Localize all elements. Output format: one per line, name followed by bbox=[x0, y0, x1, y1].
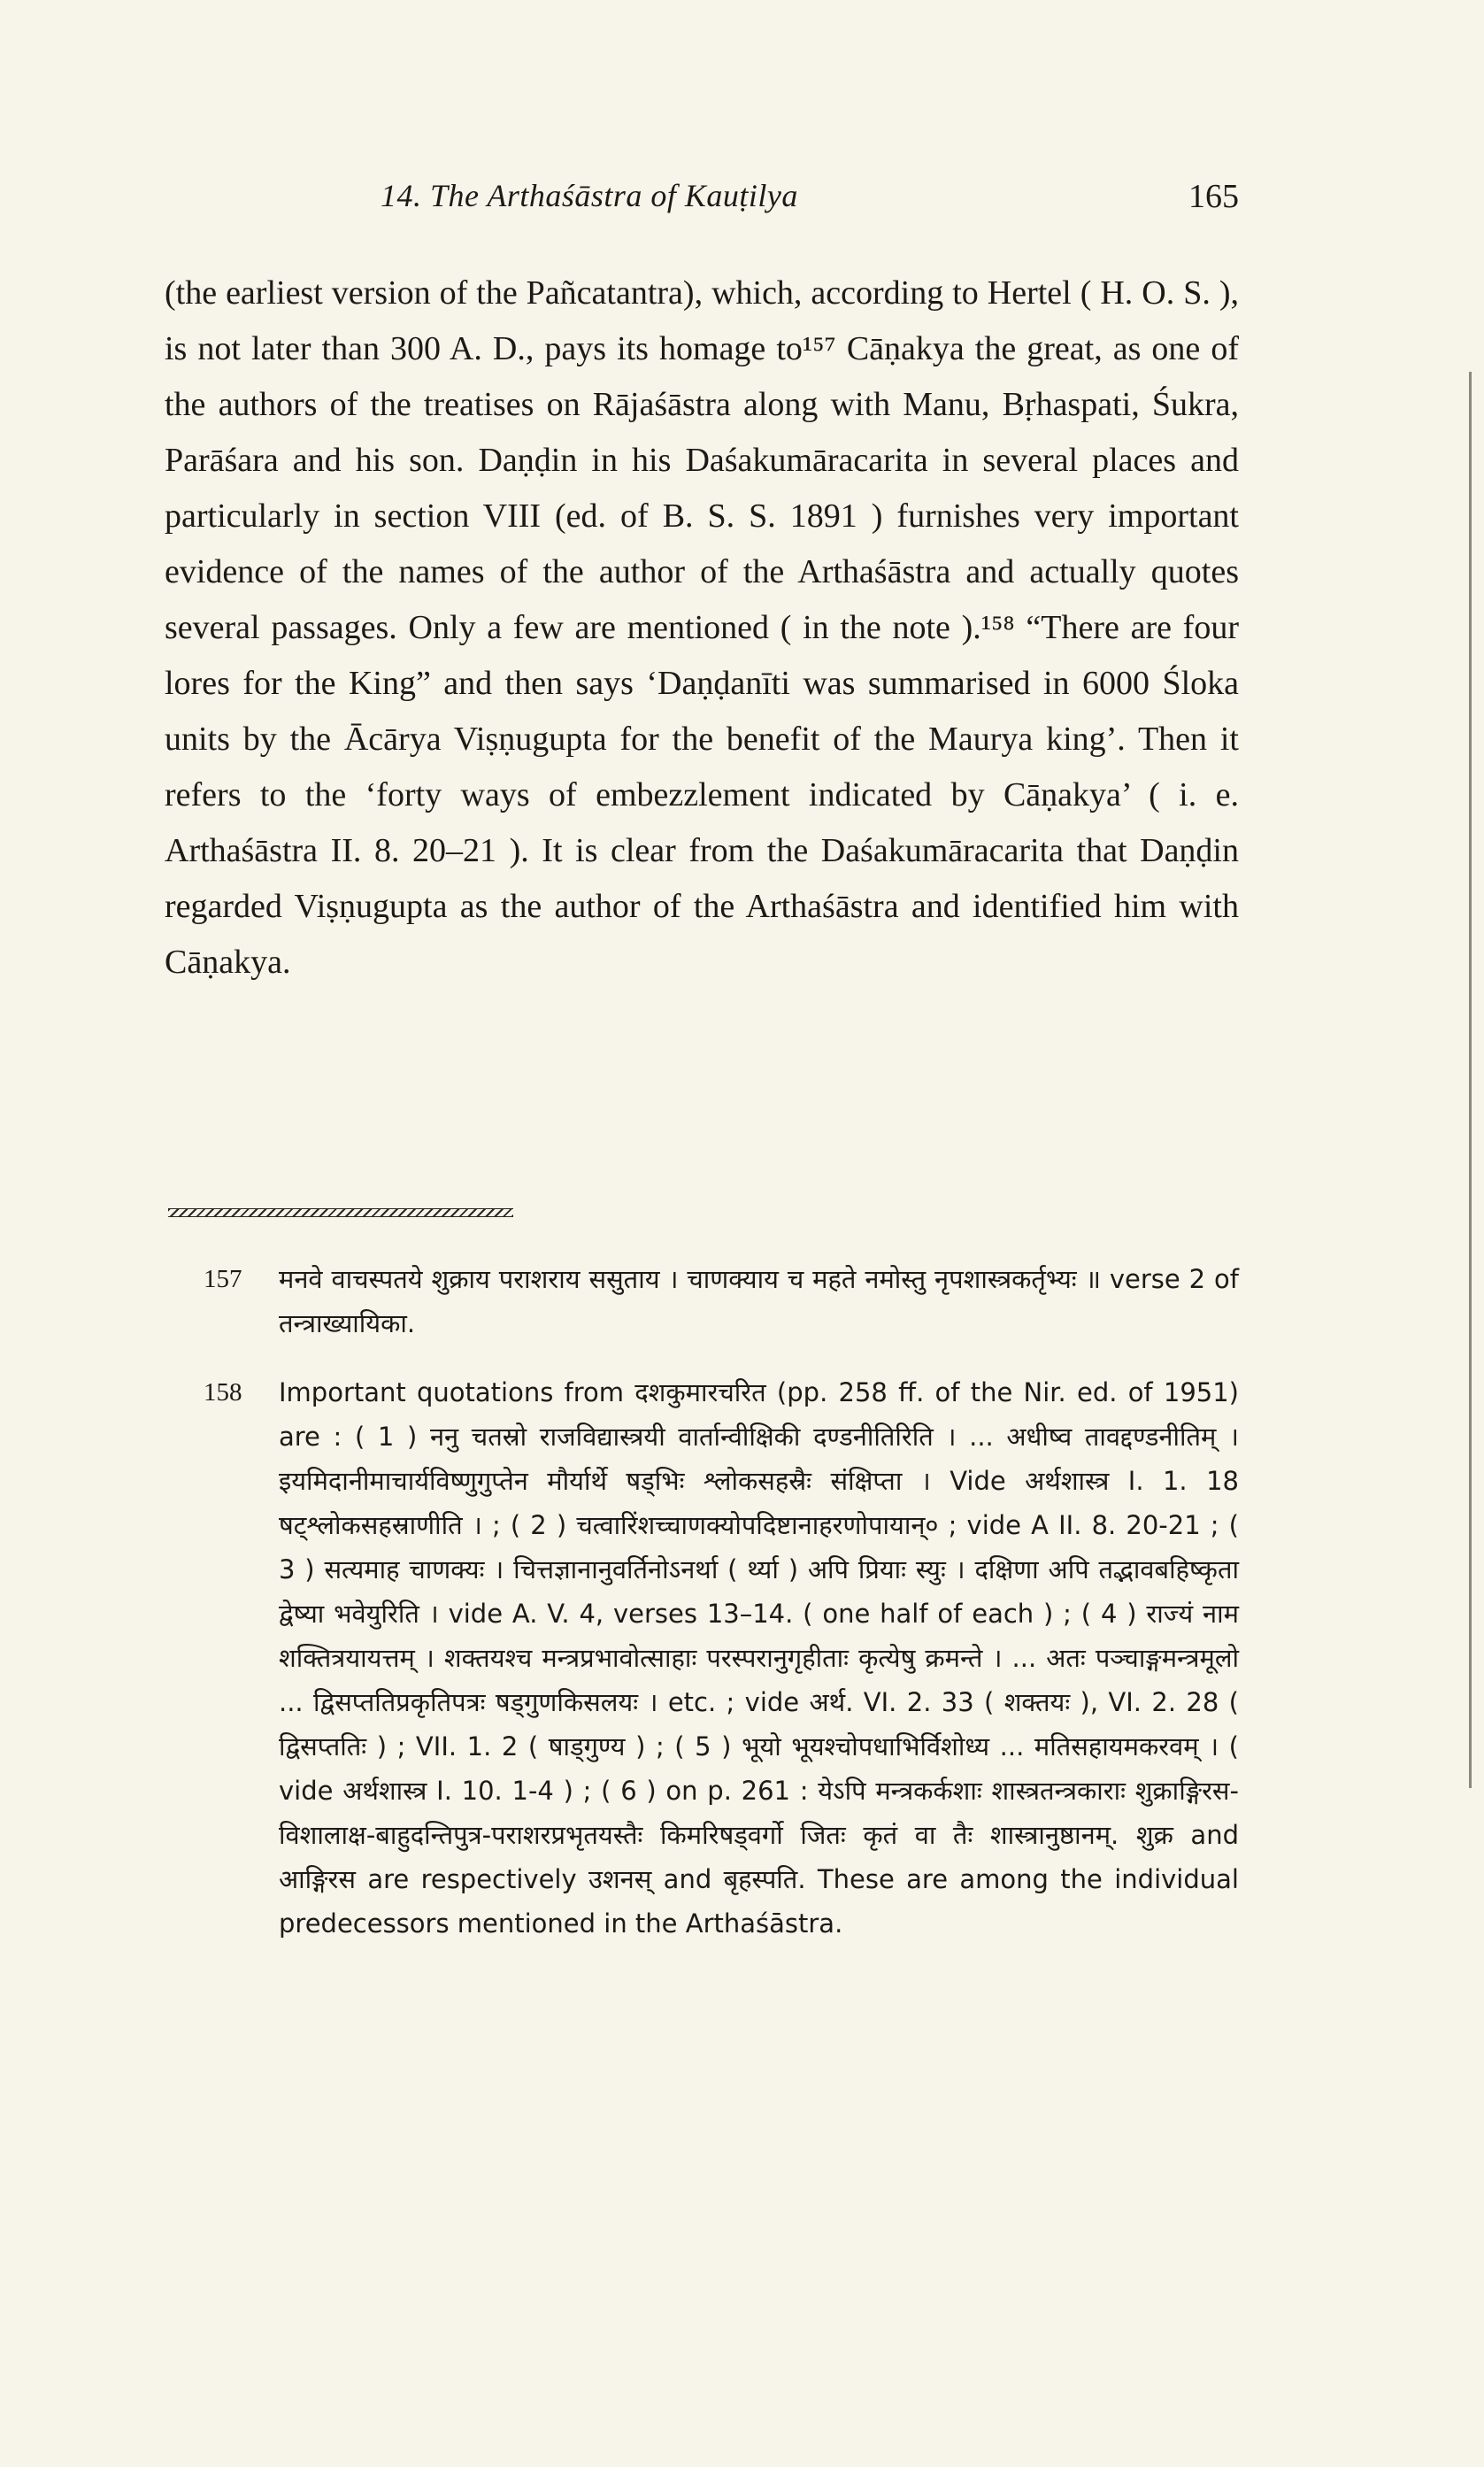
running-head: 14. The Arthaśāstra of Kauṭilya bbox=[381, 178, 798, 213]
footnote-text: Important quotations from दशकुमारचरित (pp. 258 ff. of the Nir. ed. of 1951) are : ( 1 ) ननु चतस्रो राजविद्यास्त्रयी वार्तान्वीक्षिकी दण्डनीतिरिति । ... अधीष्व तावद्दण्डनीतिम् । इयमिदानीमाचार्यविष्णुगुप्तेन मौर्यार्थे षड्भिः श्लोकसहस्रैः संक्षिप्ता । Vide अर्थशास्त्र I. 1. 18 षट्श्लोकसहस्राणीति । ; ( 2 ) चत्वारिंशच्चाणक्योपदिष्टानाहरणोपायान्० ; vide A II. 8. 20-21 ; ( 3 ) सत्यमाह चाणक्यः । चित्तज्ञानानुवर्तिनोऽनर्था ( र्थ्या ) अपि प्रियाः स्युः । दक्षिणा अपि तद्भावबहिष्कृता द्वेष्या भवेयुरिति । vide A. V. 4, verses 13–14. ( one half of each ) ; ( 4 ) राज्यं नाम शक्तित्रयायत्तम् । शक्तयश्च मन्त्रप्रभावोत्साहाः परस्परानुगृहीताः कृत्येषु क्रमन्ते । ... अतः पञ्चाङ्गमन्त्रमूलो ... द्विसप्ततिप्रकृतिपत्रः षड्गुणकिसलयः । etc. ; vide अर्थ. VI. 2. 33 ( शक्तयः ), VI. 2. 28 ( द्विसप्ततिः ) ; VII. 1. 2 ( षाड्गुण्य ) ; ( 5 ) भूयो भूयश्चोपधाभिर्विशोध्य ... मतिसहायमकरवम् । ( vide अर्थशास्त्र I. 10. 1-4 ) ; ( 6 ) on p. 261 : येऽपि मन्त्रकर्कशाः शास्त्रतन्त्रकाराः शुक्राङ्गिरस-विशालाक्ष-बाहुदन्तिपुत्र-पराशरप्रभृतयस्तैः किमरिषड्वर्गो जितः कृतं वा तैः शास्त्रानुष्ठानम्. शुक्र and आङ्गिरस are respectively उशनस् and बृहस्पति. These are among the individual predecessors mentioned in the Arthaśāstra. bbox=[279, 1377, 1239, 1939]
footnote-text: मनवे वाचस्पतये शुक्राय पराशराय ससुताय । चाणक्याय च महते नमोस्तु नृपशास्त्रकर्तृभ्यः ॥ verse 2 of तन्त्राख्यायिका. bbox=[279, 1264, 1239, 1338]
footnote-number: 158 bbox=[204, 1378, 242, 1407]
footnote-separator bbox=[168, 1208, 513, 1217]
footnote-number: 157 bbox=[204, 1265, 242, 1293]
scan-margin-mark bbox=[1469, 372, 1472, 1788]
footnote-157 bbox=[168, 1257, 1239, 1345]
body-paragraph: (the earliest version of the Pañcatantra), which, according to Hertel ( H. O. S. ), is not later than 300 A. D., pays its homage to¹⁵⁷ Cāṇakya the great, as one of the authors of the treatises on Rājaśāstra along with Manu, Bṛhaspati, Śukra, Parāśara and his son. Daṇḍin in his Daśakumāracarita in several places and particularly in section VIII (ed. of B. S. S. 1891 ) furnishes very important evidence of the names of the author of the Arthaśāstra and actually quotes several passages. Only a few are mentioned ( in the note ).¹⁵⁸ “There are four lores for the King” and then says ‘Daṇḍanīti was summarised in 6000 Śloka units by the Ācārya Viṣṇugupta for the benefit of the Maurya king’. Then it refers to the ‘forty ways of embezzlement indicated by Cāṇakya’ ( i. e. Arthaśāstra II. 8. 20–21 ). It is clear from the Daśakumāracarita that Daṇḍin regarded Viṣṇugupta as the author of the Arthaśāstra and identified him with Cāṇakya. bbox=[165, 274, 1239, 981]
page-number: 165 bbox=[1188, 178, 1239, 215]
footnotes-section bbox=[168, 1257, 1239, 1970]
footnote-158 bbox=[168, 1370, 1239, 1946]
main-text bbox=[165, 266, 1239, 991]
page-header bbox=[168, 177, 1239, 230]
